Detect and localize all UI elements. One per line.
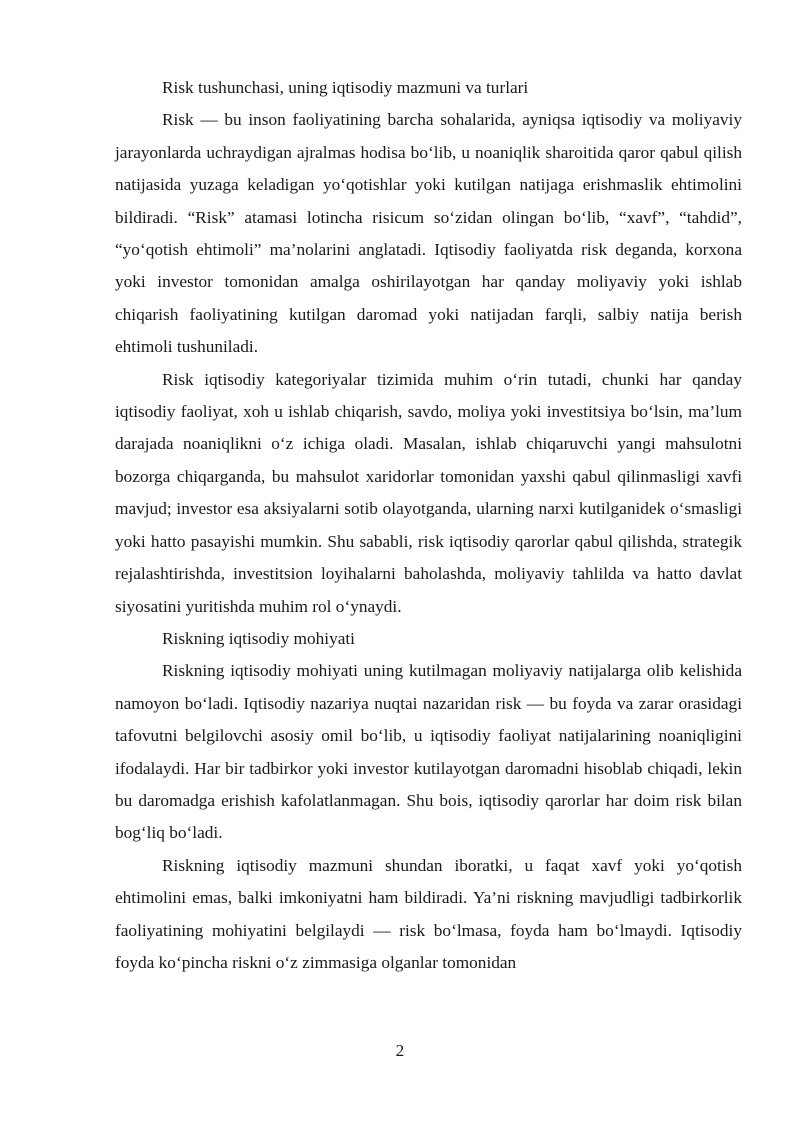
page-number: 2 [395,1041,405,1060]
body-paragraph: Riskning iqtisodiy mazmuni shundan iboratki, u faqat xavf yoki yo‘qotish ehtimolini emas, balki imkoniyatni ham bildiradi. Ya’ni riskning mavjudligi tadbirkorlik faoliyatining mohiyatini belgilaydi — risk bo‘lmasa, foyda ham bo‘lmaydi. Iqtisodiy foyda ko‘pincha riskni o‘z zimmasiga olganlar tomonidan [115,855,742,972]
body-paragraph: Risk iqtisodiy kategoriyalar tizimida muhim o‘rin tutadi, chunki har qanday iqtisodiy faoliyat, xoh u ishlab chiqarish, savdo, moliya yoki investitsiya bo‘lsin, ma’lum darajada noaniqlikni o‘z ichiga oladi. Masalan, ishlab chiqaruvchi yangi mahsulotni bozorga chiqarganda, bu mahsulot xaridorlar tomonidan yaxshi qabul qilinmasligi xavfi mavjud; investor esa aksiyalarni sotib olayotganda, ularning narxi kutilganidek o‘smasligi yoki hatto pasayishi mumkin. Shu sababli, risk iqtisodiy qarorlar qabul qilishda, strategik rejalashtirishda, investitsion loyihalarni baholashda, moliyaviy tahlilda va hatto davlat siyosatini yuritishda muhim rol o‘ynaydi. [115,369,742,616]
body-paragraph: Riskning iqtisodiy mohiyati uning kutilmagan moliyaviy natijalarga olib kelishida namoyon bo‘ladi. Iqtisodiy nazariya nuqtai nazaridan risk — bu foyda va zarar orasidagi tafovutni belgilovchi asosiy omil bo‘lib, u iqtisodiy faoliyat natijalarining noaniqligini ifodalaydi. Har bir tadbirkor yoki investor kutilayotgan daromadni hisoblab chiqadi, lekin bu daromadga erishish kafolatlanmagan. Shu bois, iqtisodiy qarorlar har doim risk bilan bog‘liq bo‘ladi. [115,661,742,843]
document-page [115,72,742,979]
subsection-heading: Riskning iqtisodiy mohiyati [162,628,355,648]
section-heading: Risk tushunchasi, uning iqtisodiy mazmuni va turlari [162,78,529,97]
body-paragraph: Risk — bu inson faoliyatining barcha sohalarida, ayniqsa iqtisodiy va moliyaviy jarayonlarda uchraydigan ajralmas hodisa bo‘lib, u noaniqlik sharoitida qaror qabul qilish natijasida yuzaga keladigan yo‘qotishlar yoki kutilgan natijaga erishmaslik ehtimolini bildiradi. “Risk” atamasi lotincha risicum so‘zidan olingan bo‘lib, “xavf”, “tahdid”, “yo‘qotish ehtimoli” ma’nolarini anglatadi. Iqtisodiy faoliyatda risk deganda, korxona yoki investor tomonidan amalga oshirilayotgan har qanday moliyaviy yoki ishlab chiqarish faoliyatining kutilgan daromad yoki natijadan farqli, salbiy natija berish ehtimoli tushuniladi. [115,110,742,357]
